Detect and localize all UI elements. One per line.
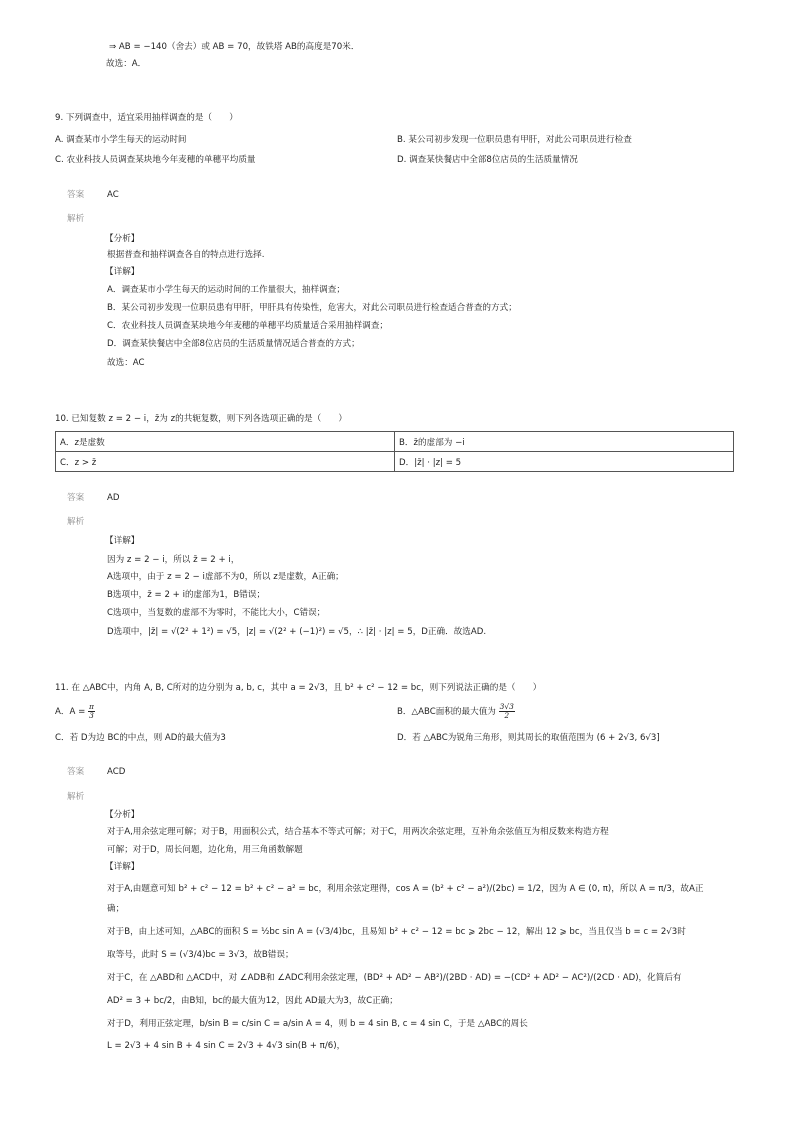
q10-analysis-line: C选项中，当复数的虚部不为零时，不能比大小，C错误； bbox=[107, 608, 326, 618]
q11-analysis-line: 可解；对于D，周长问题，边化角，用三角函数解题 bbox=[107, 845, 303, 855]
q10-answer-value: AD bbox=[107, 493, 120, 503]
q11-analysis-line: L = 2√3 + 4 sin B + 4 sin C = 2√3 + 4√3 sin(B + π/6)， bbox=[107, 1041, 346, 1051]
q9-analysis-line: 根据普查和抽样调查各自的特点进行选择. bbox=[107, 250, 265, 260]
q9-analysis-line: C．农业科技人员调查某块地今年麦穗的单穗平均质量适合采用抽样调查； bbox=[107, 321, 389, 331]
q8-choice-line: 故选：A． bbox=[106, 59, 147, 69]
q10-analysis-line: 因为 z = 2 − i，所以 z̄ = 2 + i， bbox=[107, 555, 240, 565]
q10-option-d: D．|z̄| · |z| = 5 bbox=[395, 452, 734, 472]
q11-analysis-line: 【分析】 bbox=[105, 810, 140, 820]
q10-option-a: A．z是虚数 bbox=[56, 432, 395, 452]
q11-analysis-line: 对于C，在 △ABD和 △ACD中，对 ∠ADB和 ∠ADC利用余弦定理，(BD² + AD² − AB²)/(2BD · AD) = −(CD² + AD² − AC²)/(2CD · AD)，化简后有 bbox=[107, 973, 682, 983]
q11-option-b-text: B．△ABC面积的最大值为 bbox=[397, 707, 496, 717]
q11-option-b-fraction: $\frac{3√3}{2}$ bbox=[499, 702, 514, 720]
q11-analysis-line: 【详解】 bbox=[105, 862, 140, 872]
q11-analysis-line: 对于A,由题意可知 b² + c² − 12 = b² + c² − a² = bc，利用余弦定理得，cos A = (b² + c² − a²)/(2bc) = 1/2，因为 A ∈ (0, π)，所以 A = π/3，故A正 bbox=[107, 884, 704, 894]
q10-answer-label: 答案 bbox=[67, 493, 85, 503]
q9-option-c: C. 农业科技人员调查某块地今年麦穗的单穗平均质量 bbox=[55, 155, 256, 165]
q9-analysis-line: A．调查某市小学生每天的运动时间的工作量很大，抽样调查； bbox=[107, 285, 345, 295]
q9-analysis-line: 【分析】 bbox=[105, 234, 140, 244]
q11-analysis-line: 对于B，由上述可知，△ABC的面积 S = ½bc sin A = (√3/4)bc，且易知 b² + c² − 12 = bc ⩾ 2bc − 12，解出 12 ⩾ bc，当且仅当 b = c = 2√3时 bbox=[107, 927, 686, 937]
q11-answer-value: ACD bbox=[107, 767, 126, 777]
q11-analysis-line: 确； bbox=[107, 904, 125, 914]
q11-analysis-label: 解析 bbox=[67, 792, 85, 802]
q10-option-b: B．z̄的虚部为 −i bbox=[395, 432, 734, 452]
q10-analysis-label: 解析 bbox=[67, 517, 85, 527]
q9-answer-label: 答案 bbox=[67, 190, 85, 200]
q11-option-a bbox=[55, 703, 95, 720]
q9-option-d: D. 调查某快餐店中全部8位店员的生活质量情况 bbox=[397, 155, 578, 165]
q9-answer-value: AC bbox=[107, 190, 119, 200]
q11-option-d: D．若 △ABC为锐角三角形，则其周长的取值范围为 (6 + 2√3, 6√3] bbox=[397, 733, 660, 743]
q11-analysis-line: 对于A,用余弦定理可解；对于B，用面积公式，结合基本不等式可解；对于C，用两次余弦定理，互补角余弦值互为相反数来构造方程 bbox=[107, 827, 609, 837]
q10-stem: 10. 已知复数 z = 2 − i，z̄为 z的共轭复数，则下列各选项正确的是（ ） bbox=[55, 414, 348, 424]
q10-analysis-line: D选项中，|z̄| = √(2² + 1²) = √5，|z| = √(2² + (−1)²) = √5，∴ |z̄| · |z| = 5，D正确．故选AD. bbox=[107, 627, 487, 637]
q11-analysis-line: 取等号，此时 S = (√3/4)bc = 3√3，故B错误； bbox=[107, 950, 294, 960]
q11-stem: 11. 在 △ABC中，内角 A, B, C所对的边分别为 a, b, c，其中 a = 2√3，且 b² + c² − 12 = bc，则下列说法正确的是（ ） bbox=[55, 683, 542, 693]
q10-option-c: C．z > z̄ bbox=[56, 452, 395, 472]
q9-analysis-line: D．调查某快餐店中全部8位店员的生活质量情况适合普查的方式； bbox=[107, 339, 360, 349]
q11-analysis-line: 对于D，利用正弦定理，b/sin B = c/sin C = a/sin A = 4，则 b = 4 sin B, c = 4 sin C，于是 △ABC的周长 bbox=[107, 1019, 528, 1029]
q11-option-a-fraction: $\frac{\pi}{3}$ bbox=[89, 702, 94, 720]
q8-conclusion-line: ⇒ AB = −140（舍去）或 AB = 70，故铁塔 AB的高度是70米． bbox=[109, 42, 360, 52]
q11-analysis-line: AD² = 3 + bc/2，由B知，bc的最大值为12，因此 AD最大为3，故C正确； bbox=[107, 996, 398, 1006]
q11-option-a-text: A．A = bbox=[55, 707, 86, 717]
q9-option-a: A. 调查某市小学生每天的运动时间 bbox=[55, 135, 187, 145]
q9-analysis-line: 【详解】 bbox=[105, 267, 140, 277]
q11-option-b bbox=[397, 703, 515, 720]
q11-option-c: C．若 D为边 BC的中点，则 AD的最大值为3 bbox=[55, 733, 226, 743]
q10-analysis-line: A选项中，由于 z = 2 − i虚部不为0，所以 z是虚数，A正确； bbox=[107, 572, 344, 582]
q9-analysis-label: 解析 bbox=[67, 214, 85, 224]
q10-analysis-line: B选项中，z̄ = 2 + i的虚部为1，B错误； bbox=[107, 590, 266, 600]
q9-analysis-line: B．某公司初步发现一位职员患有甲肝，甲肝具有传染性，危害大，对此公司职员进行检查适合普查的方式； bbox=[107, 303, 517, 313]
q10-analysis-line: 【详解】 bbox=[105, 536, 140, 546]
q11-answer-label: 答案 bbox=[67, 767, 85, 777]
q9-stem: 9. 下列调查中，适宜采用抽样调查的是（ ） bbox=[55, 113, 238, 123]
q9-option-b: B. 某公司初步发现一位职员患有甲肝，对此公司职员进行检查 bbox=[397, 135, 632, 145]
q9-analysis-line: 故选：AC bbox=[107, 358, 145, 368]
q10-options-table bbox=[55, 431, 734, 472]
